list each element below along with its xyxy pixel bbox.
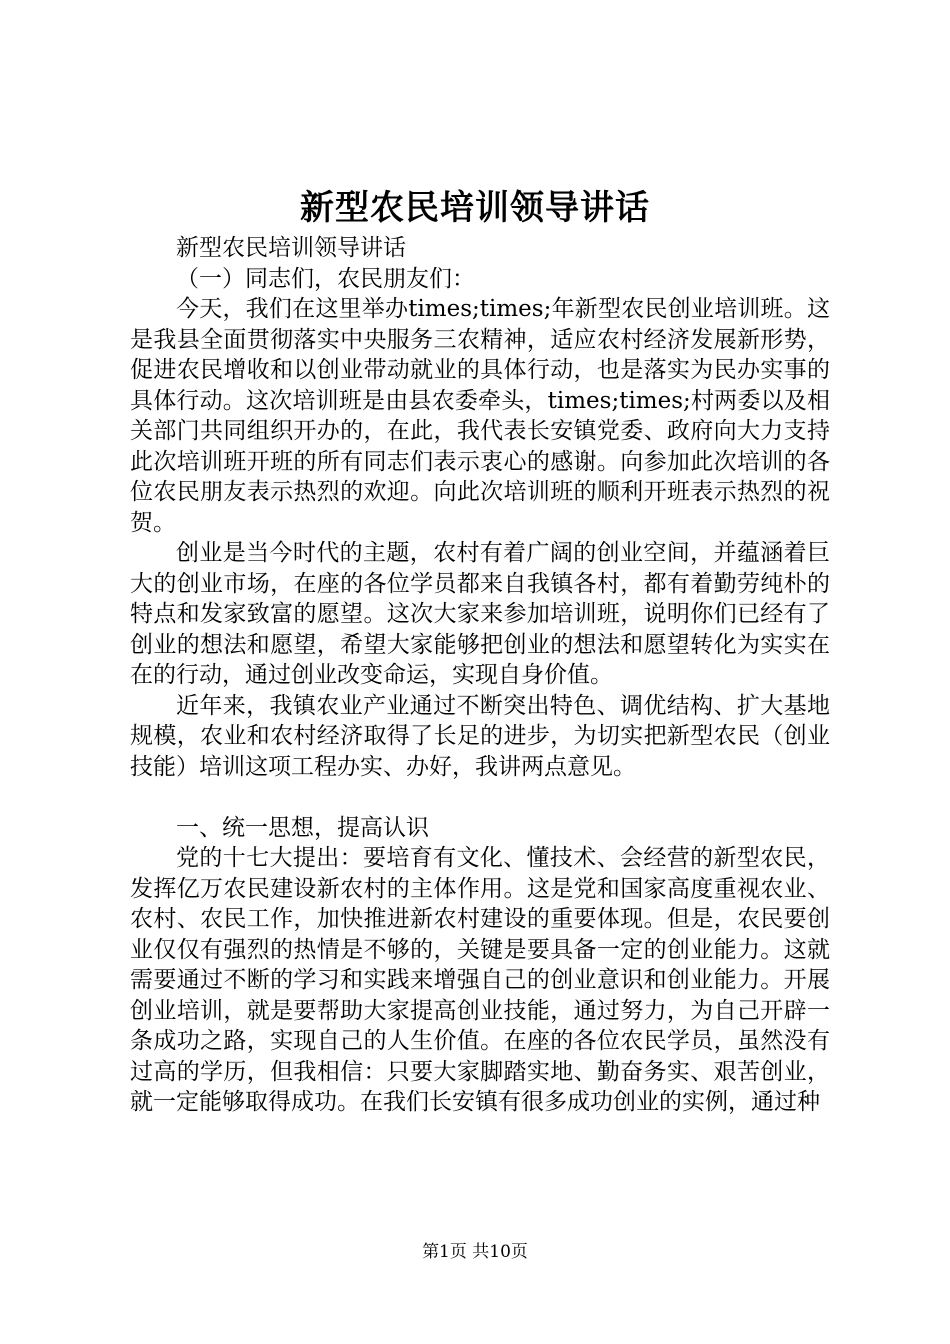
document-title: 新型农民培训领导讲话 <box>300 188 650 228</box>
paragraph-party-congress: 党的十七大提出：要培育有文化、懂技术、会经营的新型农民，发挥亿万农民建设新农村的主体作用。这是党和国家高度重视农业、农村、农民工作，加快推进新农村建设的重要体现。但是，农民要创业仅仅有强烈的热情是不够的，关键是要具备一定的创业能力。这就需要通过不断的学习和实践来增强自己的创业意识和创业能力。开展创业培训，就是要帮助大家提高创业技能，通过努力，为自己开辟一条成功之路，实现自己的人生价值。在座的各位农民学员，虽然没有过高的学历，但我相信：只要大家脚踏实地、勤奋务实、艰苦创业，就一定能够取得成功。在我们长安镇有很多成功创业的实例，通过种 <box>130 845 830 1115</box>
document-body <box>130 233 830 1118</box>
page-number-footer: 第1页 共10页 <box>422 1242 528 1262</box>
paragraph-heading-repeat: 新型农民培训领导讲话 <box>176 235 406 261</box>
paragraph-salutation: （一）同志们，农民朋友们： <box>176 265 475 292</box>
paragraph-recent-years: 近年来，我镇农业产业通过不断突出特色、调优结构、扩大基地规模，农业和农村经济取得了长足的进步，为切实把新型农民（创业技能）培训这项工程办实、办好，我讲两点意见。 <box>130 692 830 780</box>
paragraph-entrepreneurship: 创业是当今时代的主题，农村有着广阔的创业空间，并蕴涵着巨大的创业市场，在座的各位学员都来自我镇各村，都有着勤劳纯朴的特点和发家致富的愿望。这次大家来参加培训班，说明你们已经有了创业的想法和愿望，希望大家能够把创业的想法和愿望转化为实实在在的行动，通过创业改变命运，实现自身价值。 <box>130 540 830 688</box>
section-heading-1: 一、统一思想，提高认识 <box>176 814 429 841</box>
paragraph-spacer <box>130 782 830 813</box>
paragraph-opening: 今天，我们在这里举办times;times;年新型农民创业培训班。这是我县全面贯彻落实中央服务三农精神，适应农村经济发展新形势，促进农民增收和以创业带动就业的具体行动，也是落实为民办实事的具体行动。这次培训班是由县农委牵头，times;times;村两委以及相关部门共同组织开办的，在此，我代表长安镇党委、政府向大力支持此次培训班开班的所有同志们表示衷心的感谢。向参加此次培训的各位农民朋友表示热烈的欢迎。向此次培训班的顺利开班表示热烈的祝贺。 <box>130 296 830 536</box>
